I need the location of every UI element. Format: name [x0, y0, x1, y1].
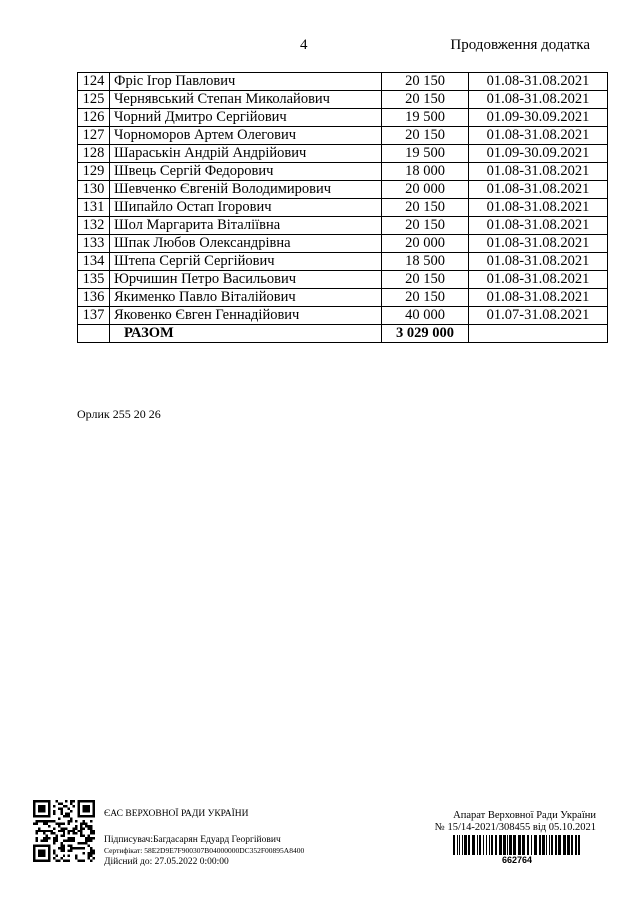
row-name: Яковенко Євген Геннадійович — [110, 307, 382, 325]
table-row — [78, 271, 608, 289]
row-amount: 20 150 — [382, 73, 469, 91]
row-amount: 20 000 — [382, 181, 469, 199]
total-amount: 3 029 000 — [382, 325, 469, 343]
table-row — [78, 127, 608, 145]
row-number: 130 — [78, 181, 110, 199]
row-period: 01.07-31.08.2021 — [469, 307, 608, 325]
row-period: 01.08-31.08.2021 — [469, 73, 608, 91]
row-name: Шол Маргарита Віталіївна — [110, 217, 382, 235]
barcode-number: 662764 — [501, 855, 533, 865]
registration-number: № 15/14-2021/308455 від 05.10.2021 — [434, 822, 596, 833]
table-row — [78, 163, 608, 181]
table-row — [78, 199, 608, 217]
row-amount: 19 500 — [382, 109, 469, 127]
row-period: 01.08-31.08.2021 — [469, 235, 608, 253]
signature-system: ЄАС ВЕРХОВНОЇ РАДИ УКРАЇНИ — [104, 809, 249, 819]
row-name: Якименко Павло Віталійович — [110, 289, 382, 307]
row-amount: 20 000 — [382, 235, 469, 253]
table-row — [78, 307, 608, 325]
barcode — [453, 835, 581, 855]
row-number: 132 — [78, 217, 110, 235]
table-row — [78, 91, 608, 109]
signature-valid-until: Дійсний до: 27.05.2022 0:00:00 — [104, 857, 229, 867]
row-number: 131 — [78, 199, 110, 217]
payments-table — [77, 72, 608, 343]
row-amount: 20 150 — [382, 199, 469, 217]
row-amount: 40 000 — [382, 307, 469, 325]
row-number: 124 — [78, 73, 110, 91]
payments-table-body — [78, 73, 608, 343]
row-amount: 18 500 — [382, 253, 469, 271]
row-period: 01.08-31.08.2021 — [469, 127, 608, 145]
total-label: РАЗОМ — [110, 325, 382, 343]
row-period: 01.08-31.08.2021 — [469, 217, 608, 235]
row-name: Чорноморов Артем Олегович — [110, 127, 382, 145]
row-name: Чернявський Степан Миколайович — [110, 91, 382, 109]
table-row — [78, 181, 608, 199]
row-number: 129 — [78, 163, 110, 181]
row-amount: 20 150 — [382, 127, 469, 145]
table-row — [78, 253, 608, 271]
page-caption: Продовження додатка — [450, 37, 590, 53]
row-name: Шипайло Остап Ігорович — [110, 199, 382, 217]
row-name: Юрчишин Петро Васильович — [110, 271, 382, 289]
row-amount: 20 150 — [382, 289, 469, 307]
table-row — [78, 289, 608, 307]
row-amount: 20 150 — [382, 271, 469, 289]
row-period: 01.09-30.09.2021 — [469, 145, 608, 163]
row-period: 01.08-31.08.2021 — [469, 289, 608, 307]
row-amount: 18 000 — [382, 163, 469, 181]
row-period: 01.08-31.08.2021 — [469, 271, 608, 289]
row-number: 134 — [78, 253, 110, 271]
row-period: 01.08-31.08.2021 — [469, 199, 608, 217]
row-amount: 20 150 — [382, 217, 469, 235]
row-number: 133 — [78, 235, 110, 253]
row-number: 125 — [78, 91, 110, 109]
total-empty-cell — [78, 325, 110, 343]
row-name: Швець Сергій Федорович — [110, 163, 382, 181]
row-amount: 19 500 — [382, 145, 469, 163]
signature-certificate: Сертифікат: 58E2D9E7F900307B04000000DC352F00895A8400 — [104, 846, 305, 855]
table-row — [78, 73, 608, 91]
row-name: Фріс Ігор Павлович — [110, 73, 382, 91]
table-row — [78, 217, 608, 235]
executor-note: Орлик 255 20 26 — [77, 407, 161, 421]
registration-stamp — [421, 810, 596, 834]
row-number: 137 — [78, 307, 110, 325]
row-period: 01.08-31.08.2021 — [469, 91, 608, 109]
row-number: 127 — [78, 127, 110, 145]
row-number: 135 — [78, 271, 110, 289]
row-number: 136 — [78, 289, 110, 307]
e-signature-block — [104, 808, 304, 868]
row-period: 01.09-30.09.2021 — [469, 109, 608, 127]
signature-signer: Підписувач:Багдасарян Едуард Георгійович — [104, 835, 281, 845]
row-name: Чорний Дмитро Сергійович — [110, 109, 382, 127]
row-name: Штепа Сергій Сергійович — [110, 253, 382, 271]
registration-organization: Апарат Верховної Ради України — [453, 810, 596, 821]
row-period: 01.08-31.08.2021 — [469, 163, 608, 181]
row-amount: 20 150 — [382, 91, 469, 109]
total-empty-cell — [469, 325, 608, 343]
row-number: 128 — [78, 145, 110, 163]
table-row — [78, 235, 608, 253]
total-row — [78, 325, 608, 343]
page-number: 4 — [300, 37, 308, 53]
row-name: Шевченко Євгеній Володимирович — [110, 181, 382, 199]
table-row — [78, 109, 608, 127]
qr-code — [33, 800, 95, 862]
row-period: 01.08-31.08.2021 — [469, 181, 608, 199]
row-name: Шараськін Андрій Андрійович — [110, 145, 382, 163]
row-period: 01.08-31.08.2021 — [469, 253, 608, 271]
row-number: 126 — [78, 109, 110, 127]
table-row — [78, 145, 608, 163]
row-name: Шпак Любов Олександрівна — [110, 235, 382, 253]
